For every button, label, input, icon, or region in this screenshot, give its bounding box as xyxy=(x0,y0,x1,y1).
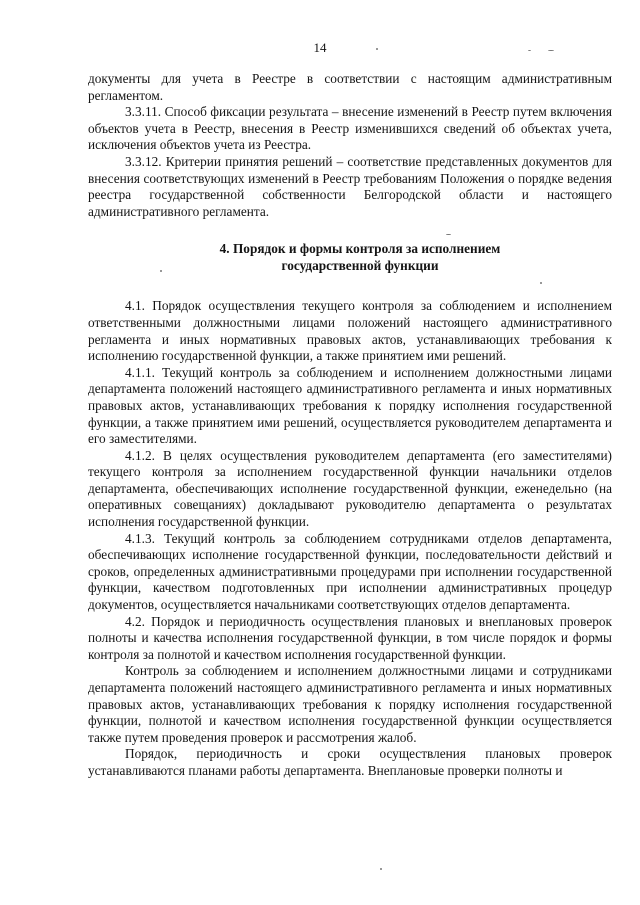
paragraph-control: Контроль за соблюдением и исполнением должностными лицами и сотрудниками департамента положений настоящего административного регламента и иных нормативных правовых актов, устанавливающих требования к порядку исполнения государственной функции, полнотой и качеством исполнения государственной функции осуществляется также путем проведения проверок и рассмотрения жалоб. xyxy=(88,663,612,745)
paragraph-3-3-12: 3.3.12. Критерии принятия решений – соответствие представленных документов для внесения соответствующих изменений в Реестр требованиям Положения о порядке ведения реестра государственной собственности Белгородской области и настоящего административного регламента. xyxy=(88,153,612,219)
scan-speck xyxy=(380,868,382,870)
section-4-heading-line2: государственной функции xyxy=(281,258,439,274)
document-body xyxy=(88,71,612,780)
section-4-heading xyxy=(88,240,612,274)
scan-speck xyxy=(160,270,162,272)
page-number: 14 xyxy=(313,40,327,55)
scan-speck xyxy=(548,50,554,51)
scan-speck xyxy=(446,234,451,235)
paragraph-3-3-11: 3.3.11. Способ фиксации результата – внесение изменений в Реестр путем включения объектов учета в Реестр, внесения в Реестр изменившихся сведений об объектах учета, исключения объектов учета из Реестра. xyxy=(88,104,612,153)
scan-speck xyxy=(528,50,531,51)
scan-speck xyxy=(376,48,378,50)
paragraph-continuation: документы для учета в Реестре в соответствии с настоящим административным регламентом. xyxy=(88,71,612,103)
paragraph-4-1: 4.1. Порядок осуществления текущего контроля за соблюдением и исполнением ответственными должностными лицами положений настоящего административного регламента и иных нормативных правовых актов, устанавливающих требования к исполнению государственной функции, а также принятием ими решений. xyxy=(88,298,612,364)
section-4-heading-line1: 4. Порядок и формы контроля за исполнением xyxy=(219,241,501,257)
paragraph-inspections: Порядок, периодичность и сроки осуществления плановых проверок устанавливаются планами работы департамента. Внеплановые проверки полноты и xyxy=(88,746,612,778)
scan-speck xyxy=(540,282,542,284)
paragraph-4-1-3: 4.1.3. Текущий контроль за соблюдением сотрудниками отделов департамента, обеспечивающих исполнение государственной функции, последовательности действий и сроков, определенных административными процедурами при исполнении государственной функции, качеством подготовленных при исполнении административных процедур документов, осуществляется начальниками соответствующих отделов департамента. xyxy=(88,530,612,613)
paragraph-4-2: 4.2. Порядок и периодичность осуществления плановых и внеплановых проверок полноты и качества исполнения государственной функции, в том числе порядок и формы контроля за полнотой и качеством исполнения государственной функции. xyxy=(88,613,612,662)
paragraph-4-1-1: 4.1.1. Текущий контроль за соблюдением и исполнением должностными лицами департамента положений настоящего административного регламента и иных нормативных правовых актов, устанавливающих требования к порядку исполнения государственной функции, а также принятием ими решений, осуществляется руководителем департамента и его заместителями. xyxy=(88,364,612,447)
paragraph-4-1-2: 4.1.2. В целях осуществления руководителем департамента (его заместителями) текущего контроля за исполнением государственной функции начальники отделов департамента, обеспечивающих исполнение государственной функции, еженедельно (на оперативных совещаниях) докладывают руководителю департамента о результатах исполнения государственной функции. xyxy=(88,447,612,530)
